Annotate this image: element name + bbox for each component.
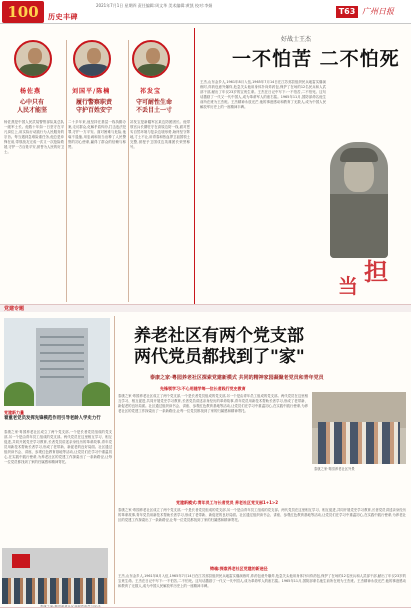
hero-article: 二十多年来,他坚持在基层一线执勤办案,走访群众,化解矛盾纠纷,打击违法犯罪,守护一方平安。面对困难与危险,他毫不退缩,用忠诚和担当诠释了人民警察的初心使命,赢得了群众的信赖与称赞。 — [68, 120, 126, 149]
hero-headline: 履行警察职责 守护百姓安宁 — [75, 99, 112, 114]
hero-headline: 守可耐性生命 不丢目土一寸 — [135, 99, 172, 114]
hero-article: 杨佐燕是中国人民武装警察部队某总队一级军士长。他数十年如一日坚守在平凡岗位上,用实际行动践行为人民服务的宗旨。每当遇到急难险重任务,他总是冲锋在前,带领战友完成一次又一次抢险救援,守护一方百姓平安,被誉为人民的好卫士。 — [4, 120, 64, 154]
group-activity-photo — [2, 548, 108, 604]
photo-caption: 泰康之家·粤园养老社区外景 — [314, 467, 355, 471]
bottom-article: 泰康之家·粤园养老社区成立了两个党支部,一个是长者党员组成的党支部,另一个是由青年员工组成的党支部。两代党员在这里相互学习、相互促进,共同开展党史学习教育,长者党员讲述亲身经历的革命故事,青年党员用新技术帮助长者学习,形成了老带新、新促老的良好局面。社区通过组织读书会、讲座、参观红色教育基地等活动,让党员们在学习中重温初心,在实践中践行使命,为养老社区的党建工作探索出了一条新路径,让每一位党员都找到了家的归属感和精神寄托。 — [118, 508, 406, 522]
page-number: T63 — [336, 6, 358, 18]
bottom-article: 泰康之家·粤园养老社区成立了两个党支部,一个是长者党员组成的党支部,另一个是由青年员工组成的党支部。两代党员在这里相互学习、相互促进,共同开展党史学习教育,长者党员讲述亲身经历的革命故事,青年党员用新技术帮助长者学习,形成了老带新、新促老的良好局面。社区通过组织读书会、讲座、参观红色教育基地等活动,让党员们在学习中重温初心,在实践中践行使命,为养老社区的党建工作探索出了一条新路径,让每一位党员都找到了家的归属感和精神寄托。 — [118, 394, 308, 413]
bottom-headline: 养老社区有两个党支部 两代党员都找到了"家" — [134, 326, 305, 367]
hero-headline: 心中只有 人民才能坚 — [16, 99, 47, 114]
hero-portrait-2 — [73, 40, 111, 78]
community-photo — [312, 392, 406, 464]
masthead — [0, 0, 411, 24]
feature-kicker: 好战士王杰 — [281, 36, 312, 43]
hero-name: 祁发宝 — [140, 88, 162, 95]
section-band-label: 党建专题 — [4, 306, 25, 312]
section-band — [0, 304, 411, 312]
section-title: 先锋领学习:不心用随学每一位长者践行党史教育 — [160, 386, 246, 391]
wang-jie-photo — [330, 142, 388, 258]
building-photo — [4, 318, 110, 406]
bottom-subheadline: 泰康之家·粤园养老社区探索党建新模式 共同的精神家园凝聚老党员和青年党员 — [150, 375, 324, 381]
section-divider — [194, 28, 195, 304]
section-title: 历史丰碑 — [48, 13, 78, 21]
bottom-article: 王杰,山东金乡人,1961年8月入伍,1965年7月14日在江苏邳县组织民兵地雷实爆演练时,炸药包意外爆炸,危急关头他用身体扑向炸药包,保护了在场的12名民兵和人武部干部,献出了年仅23岁的宝贵生命。王杰在日记中写下:一不怕苦,二不怕死。这句话激励了一代又一代中国人,成为革命军人的座右铭。1965年11月,国防部命名他生前所在班为王杰班。王杰精神永放光芒,他的事迹感动和教育了无数人,成为中国人民解放军历史上的一座精神丰碑。 — [118, 574, 406, 588]
hero-name: 杨佐燕 — [20, 88, 42, 95]
section-title: 党建新模式:青年员工与长者党员 养老社区党支部1+1>2 — [176, 500, 279, 505]
brush-character: 当 — [338, 274, 358, 298]
hero-name: 刘国平/陈楠 — [72, 88, 111, 95]
column-divider — [114, 316, 115, 604]
hero-portrait-1 — [14, 40, 52, 78]
left-section-title: 党建新力量 — [4, 410, 24, 415]
section-title: 铸魂:探索养老社区党建的新途径 — [210, 566, 268, 571]
page-footer — [0, 607, 411, 613]
column-divider — [128, 40, 129, 302]
left-article: 泰康之家·粤园养老社区成立了两个党支部,一个是长者党员组成的党支部,另一个是由青年员工组成的党支部。两代党员在这里相互学习、相互促进,共同开展党史学习教育,长者党员讲述亲身经历的革命故事,青年党员用新技术帮助长者学习,形成了老带新、新促老的良好局面。社区通过组织读书会、讲座、参观红色教育基地等活动,让党员们在学习中重温初心,在实践中践行使命,为养老社区的党建工作探索出了一条新路径,让每一位党员都找到了家的归属感和精神寄托。 — [4, 430, 112, 464]
feature-article: 王杰,山东金乡人,1961年8月入伍,1965年7月14日在江苏邳县组织民兵地雷实爆演练时,炸药包意外爆炸,危急关头他用身体扑向炸药包,保护了在场的12名民兵和人武部干部,献出了年仅23岁的宝贵生命。王杰在日记中写下:一不怕苦,二不怕死。这句话激励了一代又一代中国人,成为革命军人的座右铭。1965年11月,国防部命名他生前所在班为王杰班。王杰精神永放光芒,他的事迹感动和教育了无数人,成为中国人民解放军历史上的一座精神丰碑。 — [200, 80, 326, 109]
brush-character: 担 — [364, 257, 388, 286]
column-divider — [66, 40, 67, 302]
paper-name: 广州日报 — [362, 7, 394, 16]
hero-article: 祁发宝是新疆军区某边防团团长。他带领官兵长期驻守在高原边防一线,面对恶劣自然环境与复杂边境形势,始终坚守阵地,寸土不让,用青春和热血捍卫祖国领土完整,被授予卫国戍边英雄团长荣誉称号。 — [130, 120, 190, 149]
hero-portrait-3 — [132, 40, 170, 78]
centenary-logo: 100 — [2, 1, 44, 23]
left-subheadline: 着重老党员发挥先锋模范作用引导老龄人学史力行 — [4, 416, 101, 421]
feature-headline: 一不怕苦 二不怕死 — [232, 48, 400, 70]
issue-meta: 2021年7月1日 星期四 责任编辑:周文华 美术编辑:黄凯 校对:李娟 — [96, 3, 213, 8]
